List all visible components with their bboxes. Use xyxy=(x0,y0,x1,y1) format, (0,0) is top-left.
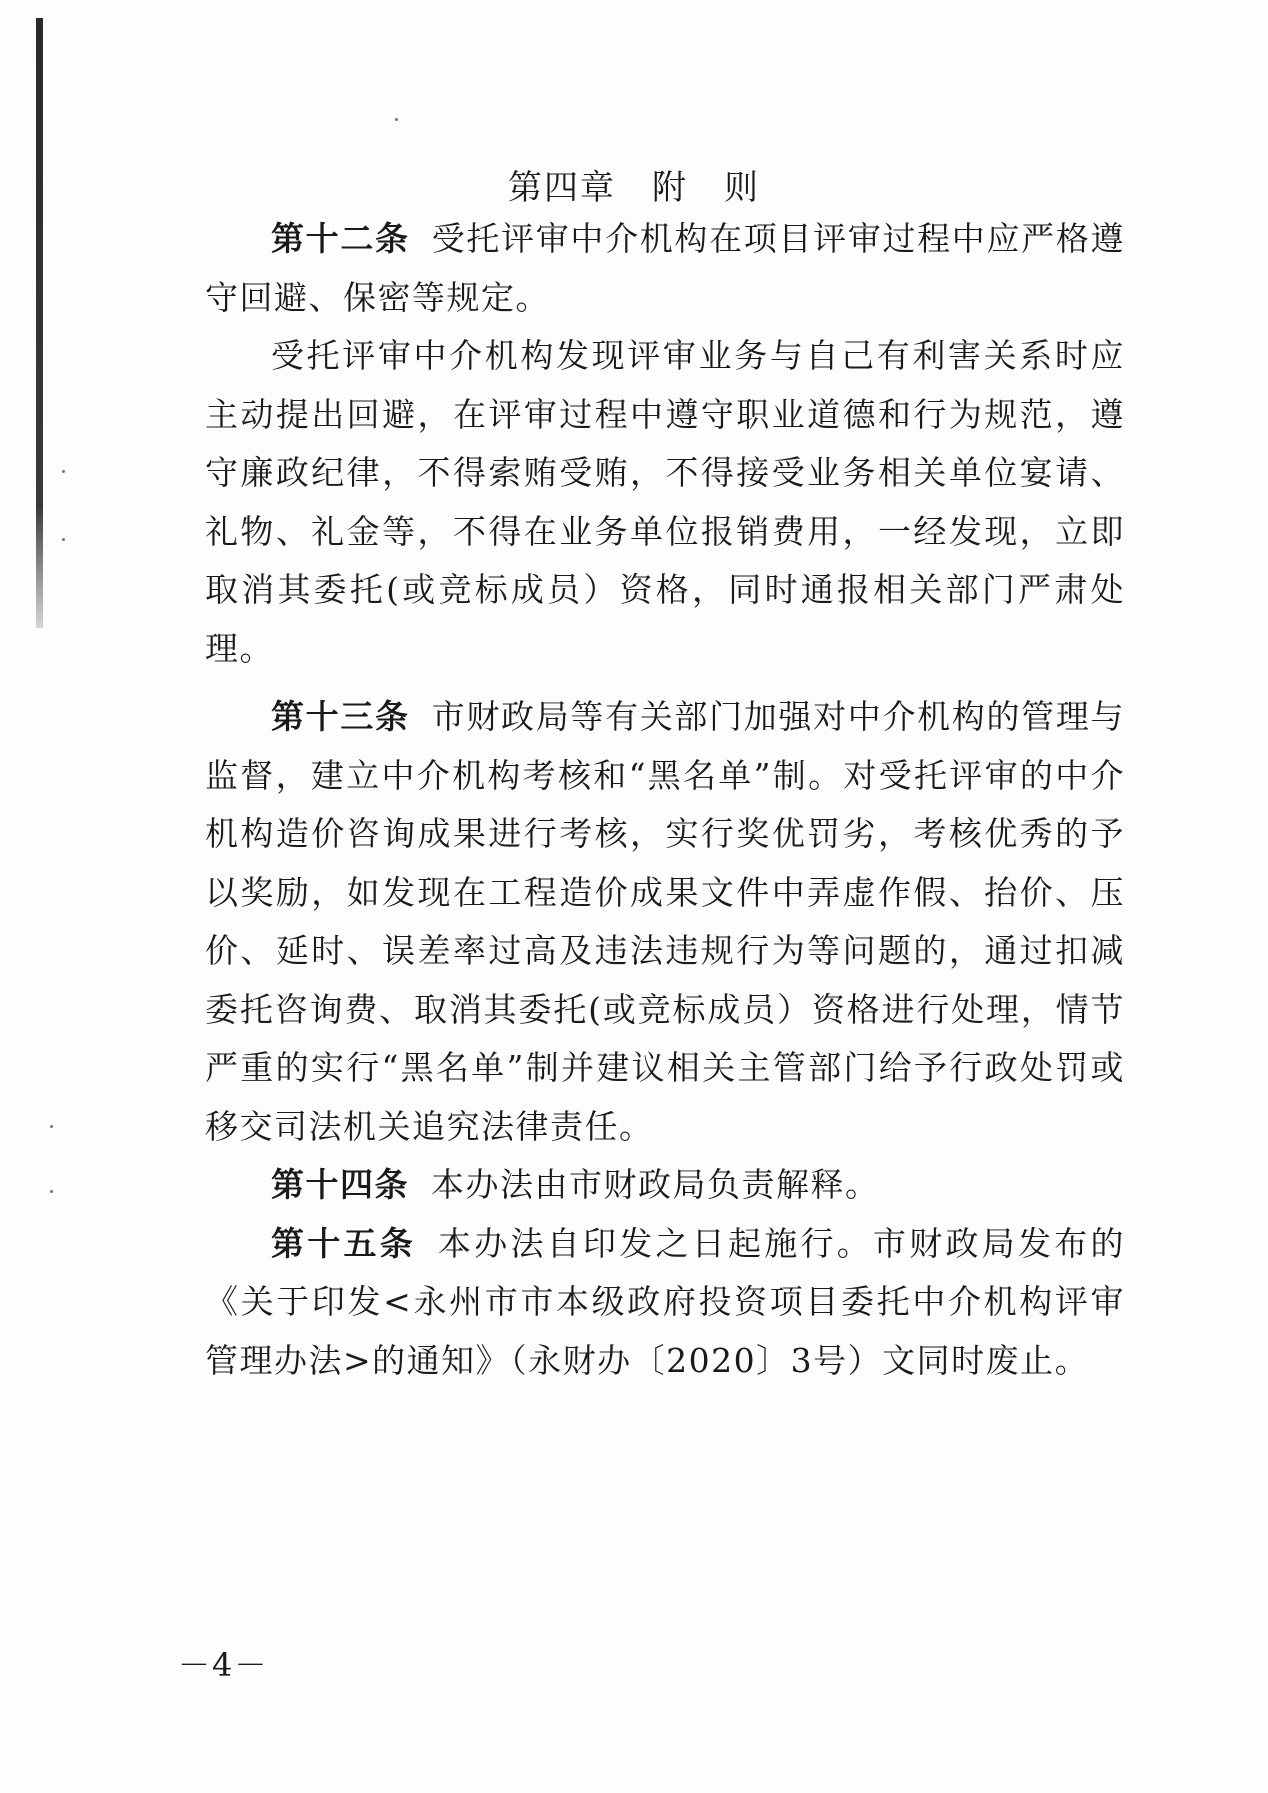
document-body xyxy=(205,210,1125,1390)
article-12-paragraph-2 xyxy=(205,327,1125,678)
article-text: 市财政局等有关部门加强对中介机构的管理与监督，建立中介机构考核和“黑名单”制。对受托评审的中介机构造价咨询成果进行考核，实行奖优罚劣，考核优秀的予以奖励，如发现在工程造价成果文件中弄虚作假、抬价、压价、延时、误差率过高及违法违规行为等问题的，通过扣减委托咨询费、取消其委托(或竞标成员）资格进行处理，情节严重的实行“黑名单”制并建议相关主管部门给予行政处罚或移交司法机关追究法律责任。 xyxy=(205,697,1126,1146)
article-text: 受托评审中介机构在项目评审过程中应严格遵守回避、保密等规定。 xyxy=(205,219,1126,317)
article-text: 受托评审中介机构发现评审业务与自己有利害关系时应主动提出回避，在评审过程中遵守职业道德和行为规范，遵守廉政纪律，不得索贿受贿，不得接受业务相关单位宴请、礼物、礼金等，不得在业务单位报销费用，一经发现，立即取消其委托(或竞标成员）资格，同时通报相关部门严肃处理。 xyxy=(205,336,1125,668)
article-14 xyxy=(205,1156,1125,1215)
article-label: 第十三条 xyxy=(271,697,410,736)
scan-speck xyxy=(50,1125,53,1128)
scan-speck xyxy=(62,538,65,541)
article-text: 本办法自印发之日起施行。市财政局发布的《关于印发<永州市市本级政府投资项目委托中介机构评审管理办法>的通知》（永财办〔2020〕3号）文同时废止。 xyxy=(205,1223,1125,1380)
article-text: 本办法由市财政局负责解释。 xyxy=(431,1165,880,1204)
scan-edge-mark xyxy=(36,18,43,628)
page-number: －4－ xyxy=(178,1646,269,1684)
article-label: 第十五条 xyxy=(271,1223,416,1263)
article-12 xyxy=(205,210,1125,327)
article-label: 第十二条 xyxy=(271,219,410,258)
chapter-title: 第四章 附 则 xyxy=(508,168,760,208)
article-label: 第十四条 xyxy=(271,1165,409,1204)
article-15 xyxy=(205,1215,1125,1391)
scan-speck xyxy=(50,1190,53,1193)
scan-speck xyxy=(62,470,65,473)
scan-speck xyxy=(395,118,398,121)
article-13 xyxy=(205,688,1125,1156)
